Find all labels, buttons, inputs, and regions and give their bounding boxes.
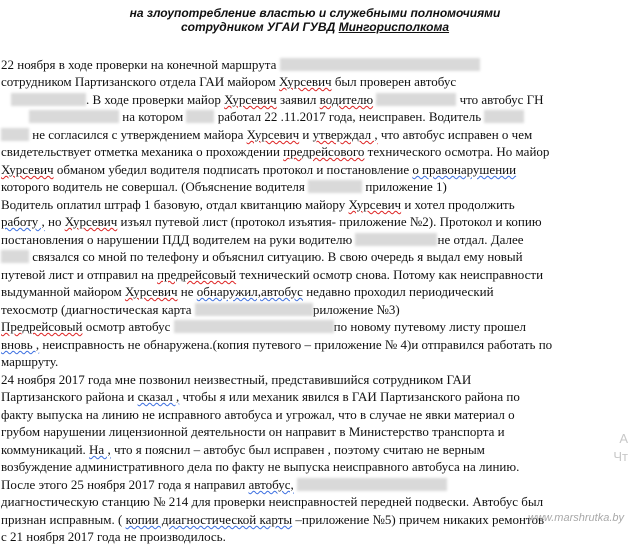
paragraph-line: 24 ноября 2017 года мне позвонил неизвестный, представившийся сотрудником ГАИ	[1, 372, 472, 387]
redacted-block	[1, 250, 29, 263]
paragraph-line: вновь , неисправность не обнаружена.(копия путевого – приложение № 4)и отправился работать по	[1, 337, 553, 352]
title-line-1: на злоупотребление властью и служебными полномочиями	[129, 6, 501, 20]
paragraph-line: маршруту.	[1, 354, 59, 369]
paragraph-line: признан исправным. ( копии диагностической карты –приложение №5) причем никаких ремонтов	[1, 512, 545, 527]
redacted-block	[355, 233, 437, 246]
paragraph-line: Хурсевич обманом убедил водителя подписать протокол и постановление о правонарушении	[1, 162, 517, 177]
paragraph-line: свидетельствует отметка механика о прохождении предрейсового технического осмотра. Но майор	[1, 144, 550, 159]
redacted-block	[280, 58, 480, 71]
paragraph-line: возбуждение административного дела по факту не выпуска неисправного автобуса на линию.	[1, 459, 520, 474]
title-line-2: сотрудником УГАИ ГУВД Мингорисполкома	[180, 20, 450, 34]
redacted-block	[174, 320, 334, 333]
paragraph-line: постановления о нарушении ПДД водителем на руки водителю не отдал. Далее	[1, 232, 524, 247]
paragraph-line: Предрейсовый осмотр автобус по новому путевому листу прошел	[1, 319, 526, 334]
redacted-block	[484, 110, 524, 123]
site-watermark: www.marshrutka.by	[528, 512, 624, 524]
redacted-block	[11, 93, 86, 106]
paragraph-line: не согласился с утверждением майора Хурсевич и утверждал , что автобус исправен о чем	[1, 127, 532, 142]
paragraph-line: 22 ноября в ходе проверки на конечной маршрута	[1, 57, 480, 72]
redacted-block	[1, 128, 29, 141]
redacted-block	[308, 180, 362, 193]
paragraph-line: диагностическую станцию № 214 для проверки неисправностей передней подвески. Автобус был	[1, 494, 544, 509]
paragraph-line: После этого 25 ноября 2017 года я направил автобус,	[1, 477, 447, 492]
paragraph-line: с 21 ноября 2017 года не производилось.	[1, 529, 226, 544]
redacted-block	[297, 478, 447, 491]
paragraph-line: на котором работал 22 .11.2017 года, неисправен. Водитель	[1, 109, 524, 124]
paragraph-line: . В ходе проверки майор Хурсевич заявил водителю что автобус ГН	[1, 92, 544, 107]
paragraph-line: работу , но Хурсевич изъял путевой лист (протокол изъятия- приложение №2). Протокол и копию	[1, 214, 542, 229]
paragraph-line: Партизанского района и сказал , чтобы я или механик явился в ГАИ Партизанского района по	[1, 389, 520, 404]
paragraph-line: которого водитель не совершал. (Объяснение водителя приложение 1)	[1, 179, 447, 194]
side-watermark: А Чт	[613, 431, 628, 464]
redacted-block	[29, 110, 119, 123]
redacted-block	[195, 303, 313, 316]
paragraph-line: грубом нарушении лицензионной деятельности он направит в Министерство транспорта и	[1, 424, 505, 439]
paragraph-line: техосмотр (диагностическая карта риложение №3)	[1, 302, 400, 317]
paragraph-line: выдуманной майором Хурсевич не обнаружил,автобус недавно проходил периодический	[1, 284, 494, 299]
paragraph-line: путевой лист и отправил на предрейсовый технический осмотр снова. Потому как неисправности	[1, 267, 544, 282]
paragraph-line: сотрудником Партизанского отдела ГАИ майором Хурсевич был проверен автобус	[1, 74, 457, 89]
paragraph-line: связался со мной по телефону и объяснил ситуацию. В свою очередь я выдал ему новый	[1, 249, 523, 264]
paragraph-line: коммуникаций. На , что я пояснил – автобус был исправен , поэтому считаю не верным	[1, 442, 485, 457]
redacted-block	[186, 110, 214, 123]
document-title	[0, 6, 630, 34]
paragraph-line: факту выпуска на линию не исправного автобуса и угрожал, что в случае не явки материал о	[1, 407, 515, 422]
paragraph-line: Водитель оплатил штраф 1 базовую, отдал квитанцию майору Хурсевич и хотел продолжить	[1, 197, 515, 212]
redacted-block	[376, 93, 456, 106]
